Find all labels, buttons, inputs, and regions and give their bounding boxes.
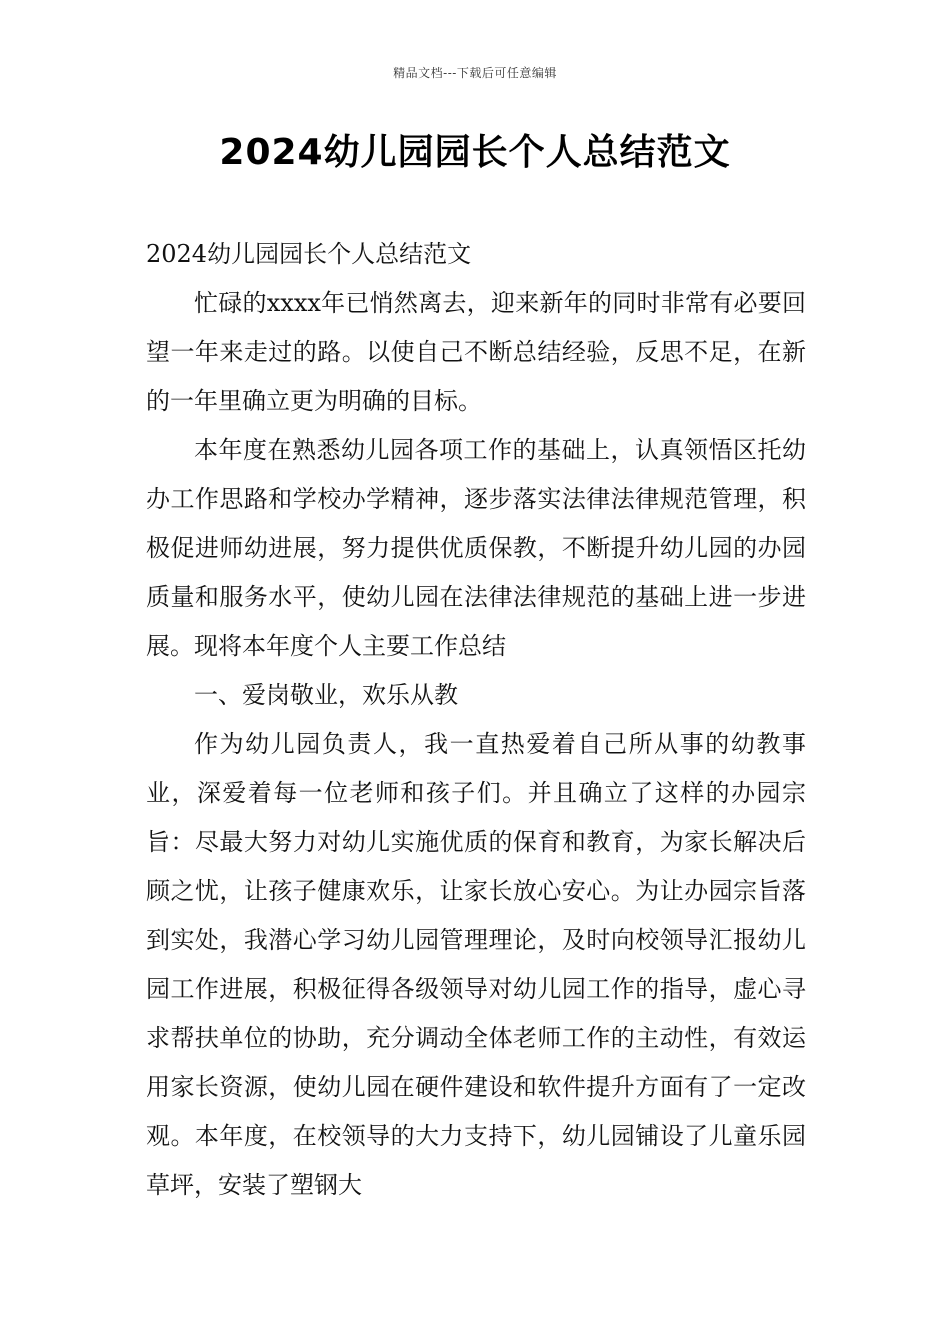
document-title: 2024幼儿园园长个人总结范文 — [219, 132, 731, 173]
section-heading: 一、爱岗敬业，欢乐从教 — [194, 681, 458, 709]
document-body — [146, 230, 806, 1210]
body-paragraph: 本年度在熟悉幼儿园各项工作的基础上，认真领悟区托幼办工作思路和学校办学精神，逐步落实法律法律规范管理，积极促进师幼进展，努力提供优质保教，不断提升幼儿园的办园质量和服务水平，使幼儿园在法律法律规范的基础上进一步进展。现将本年度个人主要工作总结 — [146, 436, 806, 660]
body-paragraph: 作为幼儿园负责人，我一直热爱着自己所从事的幼教事业，深爱着每一位老师和孩子们。并且确立了这样的办园宗旨：尽最大努力对幼儿实施优质的保育和教育，为家长解决后顾之忧，让孩子健康欢乐，让家长放心安心。为让办园宗旨落到实处，我潜心学习幼儿园管理理论，及时向校领导汇报幼儿园工作进展，积极征得各级领导对幼儿园工作的指导，虚心寻求帮扶单位的协助，充分调动全体老师工作的主动性，有效运用家长资源，使幼儿园在硬件建设和软件提升方面有了一定改观。本年度，在校领导的大力支持下，幼儿园铺设了儿童乐园草坪，安装了塑钢大 — [146, 730, 806, 1199]
subtitle-paragraph: 2024幼儿园园长个人总结范文 — [146, 240, 472, 268]
header-note: 精品文档---下载后可任意编辑 — [393, 66, 557, 80]
body-paragraph: 忙碌的xxxx年已悄然离去，迎来新年的同时非常有必要回望一年来走过的路。以使自己不断总结经验，反思不足，在新的一年里确立更为明确的目标。 — [146, 289, 806, 415]
